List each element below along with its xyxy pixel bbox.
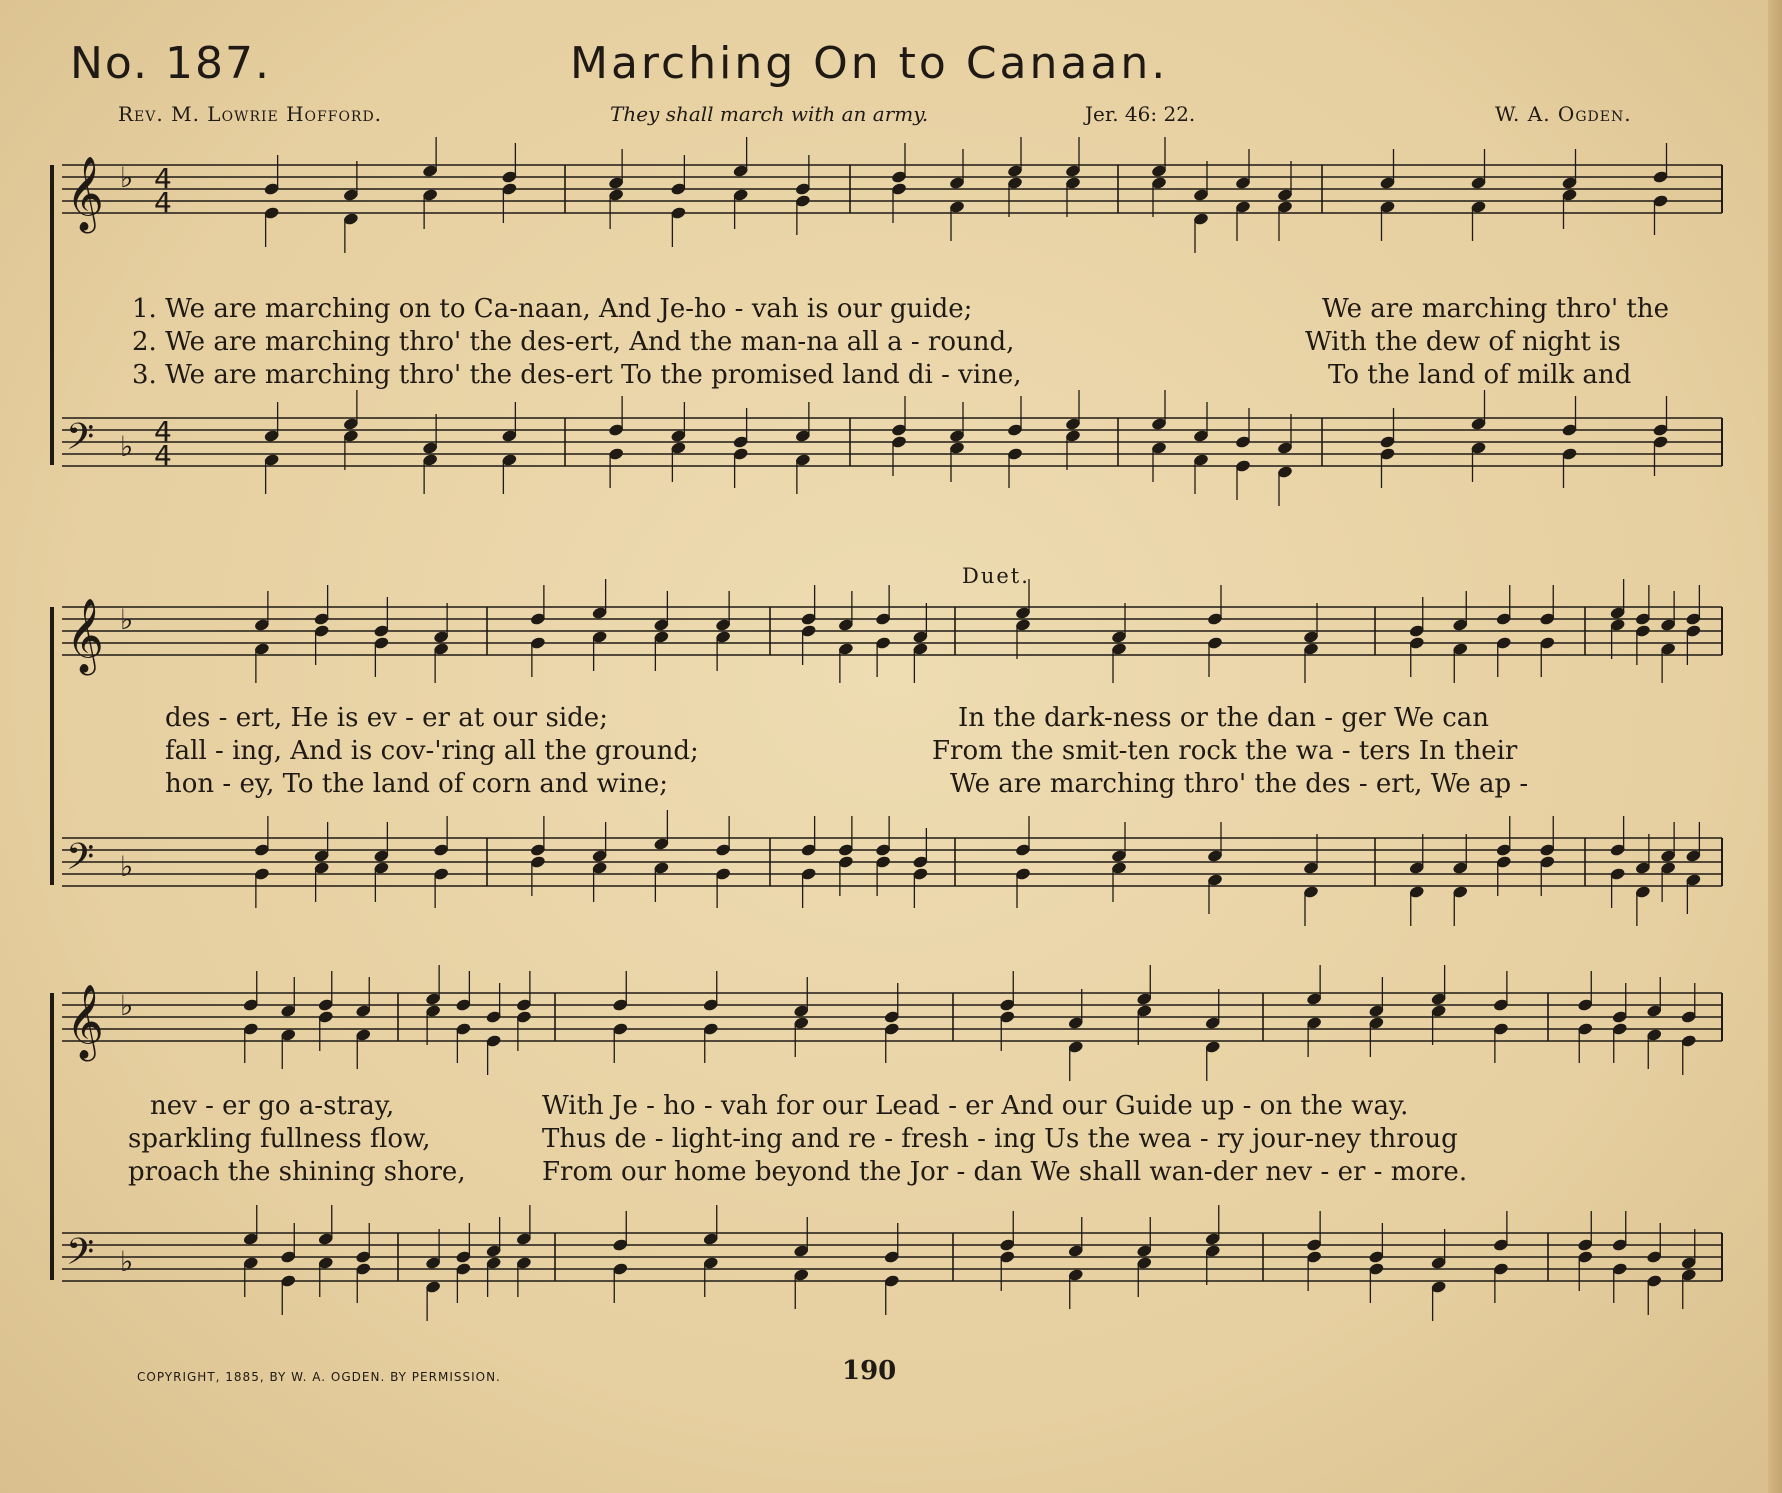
copyright-notice: COPYRIGHT, 1885, BY W. A. OGDEN. BY PERMISSION.	[137, 1370, 501, 1384]
lyric-line: 3. We are marching thro' the des-ert To the promised land di - vine,	[132, 360, 1022, 390]
time-signature: 4	[154, 439, 172, 472]
scripture-reference: Jer. 46: 22.	[1085, 102, 1196, 126]
lyric-line: 2. We are marching thro' the des-ert, And the man-na all a - round,	[132, 327, 1015, 357]
flat-key-signature: ♭	[120, 161, 134, 194]
treble-clef: 𝄞	[66, 985, 104, 1059]
lyric-line: nev - er go a-stray,	[150, 1091, 395, 1121]
lyric-line: We are marching thro' the	[1322, 294, 1669, 324]
scripture-motto: They shall march with an army.	[610, 102, 929, 126]
page-number: 190	[842, 1356, 897, 1386]
treble-clef: 𝄞	[66, 599, 104, 673]
bass-clef: 𝄢	[66, 416, 95, 467]
flat-key-signature: ♭	[120, 1245, 134, 1278]
time-signature: 4	[154, 186, 172, 219]
bass-clef: 𝄢	[66, 836, 95, 887]
lyric-line: 1. We are marching on to Ca-naan, And Je-ho - vah is our guide;	[132, 294, 973, 324]
lyric-line: With the dew of night is	[1305, 327, 1621, 357]
lyric-line: hon - ey, To the land of corn and wine;	[165, 769, 668, 799]
flat-key-signature: ♭	[120, 989, 134, 1022]
hymn-number: No. 187.	[70, 38, 272, 89]
flat-key-signature: ♭	[120, 603, 134, 636]
composer-credit: W. A. Ogden.	[1495, 102, 1632, 126]
lyric-line: To the land of milk and	[1328, 360, 1632, 390]
lyric-line: Thus de - light-ing and re - fresh - ing Us the wea - ry jour-ney throug	[542, 1124, 1458, 1154]
bass-clef: 𝄢	[66, 1231, 95, 1282]
time-signature: 4	[154, 162, 172, 195]
lyric-line: proach the shining shore,	[128, 1157, 466, 1187]
flat-key-signature: ♭	[120, 850, 134, 883]
lyric-line: sparkling fullness flow,	[128, 1124, 431, 1154]
lyric-line: From our home beyond the Jor - dan We shall wan-der nev - er - more.	[542, 1157, 1468, 1187]
duet-label: Duet.	[962, 564, 1030, 588]
lyricist-credit: Rev. M. Lowrie Hofford.	[118, 102, 383, 126]
lyric-line: With Je - ho - vah for our Lead - er And our Guide up - on the way.	[542, 1091, 1409, 1121]
lyric-line: des - ert, He is ev - er at our side;	[165, 703, 608, 733]
treble-clef: 𝄞	[66, 157, 104, 231]
lyric-line: In the dark-ness or the dan - ger We can	[958, 703, 1490, 733]
hymn-title: Marching On to Canaan.	[570, 38, 1169, 89]
time-signature: 4	[154, 415, 172, 448]
flat-key-signature: ♭	[120, 430, 134, 463]
lyric-line: From the smit-ten rock the wa - ters In their	[932, 736, 1518, 766]
lyric-line: We are marching thro' the des - ert, We ap -	[950, 769, 1529, 799]
lyric-line: fall - ing, And is cov-'ring all the ground;	[165, 736, 699, 766]
